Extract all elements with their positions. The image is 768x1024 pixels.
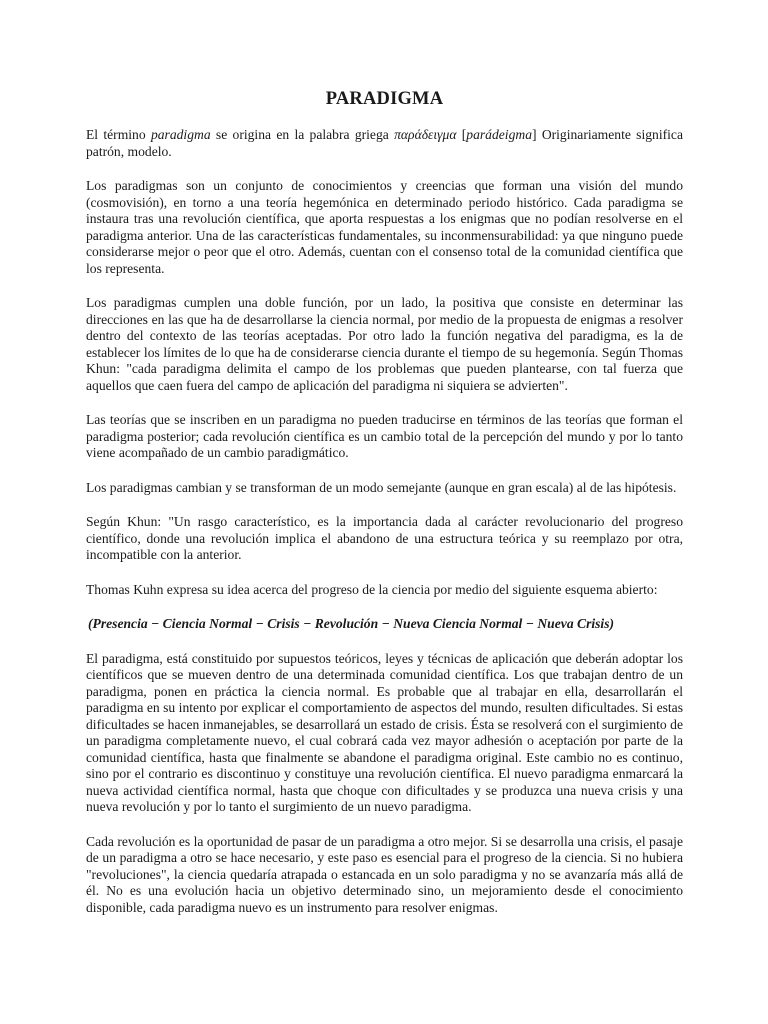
transliteration: parádeigma: [466, 127, 532, 142]
term-paradigma: paradigma: [150, 127, 211, 142]
document-page: [86, 88, 683, 934]
definition-text-4: ] Originariamente significa patrón, modelo.: [86, 127, 683, 159]
definition-text-2: se origina en la palabra griega: [210, 127, 395, 142]
paragraph-5: Los paradigmas cambian y se transforman de un modo semejante (aunque en gran escala) al de las hipótesis.: [86, 479, 677, 495]
definition-text-1: El término: [86, 127, 151, 142]
definition-text-3: [: [456, 127, 467, 142]
kuhn-scheme: (Presencia − Ciencia Normal − Crisis − Revolución − Nueva Ciencia Normal − Nueva Crisis): [88, 616, 615, 631]
paragraph-3: Los paradigmas cumplen una doble función, por un lado, la positiva que consiste en determinar las direcciones en las que ha de desarrollarse la ciencia normal, por medio de la propuesta de enigmas a resolver dentro del contexto de las teorías aceptadas. Por otro lado la función negativa del paradigma, es la de establecer los límites de lo que ha de considerarse ciencia durante el tiempo de su hegemonía. Según Thomas Khun: "cada paradigma delimita el campo de los problemas que pueden plantearse, con tal fuerza que aquellos que caen fuera del campo de aplicación del paradigma ni siquiera se advierten".: [86, 295, 683, 393]
paragraph-2: Los paradigmas son un conjunto de conocimientos y creencias que forman una visión del mundo (cosmovisión), en torno a una teoría hegemónica en determinado periodo histórico. Cada paradigma se instaura tras una revolución científica, que aporta respuestas a los enigmas que no podían resolverse en el paradigma anterior. Una de las características fundamentales, su inconmensurabilidad: ya que ninguno puede considerarse mejor o peor que el otro. Además, cuentan con el consenso total de la comunidad científica que los representa.: [86, 178, 683, 276]
greek-word: παράδειγμα: [394, 127, 457, 142]
paragraph-definition: [86, 127, 683, 160]
paragraph-8: El paradigma, está constituido por supuestos teóricos, leyes y técnicas de aplicación que deberán adoptar los científicos que se mueven dentro de una determinada comunidad científica. Los que trabajan dentro de un paradigma, ponen en práctica la ciencia normal. Es probable que al trabajar en ella, desarrollarán el paradigma en su intento por explicar el comportamiento de aspectos del mundo, resulten dificultades. Si estas dificultades se hacen inmanejables, se desarrollará un estado de crisis. Ésta se resolverá con el surgimiento de un paradigma completamente nuevo, el cual cobrará cada vez mayor adhesión o aceptación por parte de la comunidad científica, hasta que finalmente se abandone el paradigma original. Este cambio no es continuo, sino por el contrario es discontinuo y constituye una revolución científica. El nuevo paradigma enmarcará la nueva actividad científica normal, hasta que choque con dificultades y se produzca una nueva crisis y una nueva revolución y por lo tanto el surgimiento de un nuevo paradigma.: [86, 650, 683, 814]
document-title: PARADIGMA: [325, 89, 444, 109]
paragraph-6: Según Khun: "Un rasgo característico, es la importancia dada al carácter revolucionario del progreso científico, donde una revolución implica el abandono de una estructura teórica y su reemplazo por otra, incompatible con la anterior.: [86, 514, 683, 562]
paragraph-4: Las teorías que se inscriben en un paradigma no pueden traducirse en términos de las teorías que forman el paradigma posterior; cada revolución científica es un cambio total de la percepción del mundo y por lo tanto viene acompañado de un cambio paradigmático.: [86, 412, 683, 460]
paragraph-9: Cada revolución es la oportunidad de pasar de un paradigma a otro mejor. Si se desarrolla una crisis, el pasaje de un paradigma a otro se hace necesario, y este paso es esencial para el progreso de la ciencia. Si no hubiera "revoluciones", la ciencia quedaría atrapada o estancada en un solo paradigma y no se avanzaría más allá de él. No es una evolución hacia un objetivo determinado sino, un mejoramiento desde el conocimiento disponible, cada paradigma nuevo es un instrumento para resolver enigmas.: [86, 833, 683, 915]
paragraph-7: Thomas Kuhn expresa su idea acerca del progreso de la ciencia por medio del siguiente esquema abierto:: [86, 581, 658, 597]
